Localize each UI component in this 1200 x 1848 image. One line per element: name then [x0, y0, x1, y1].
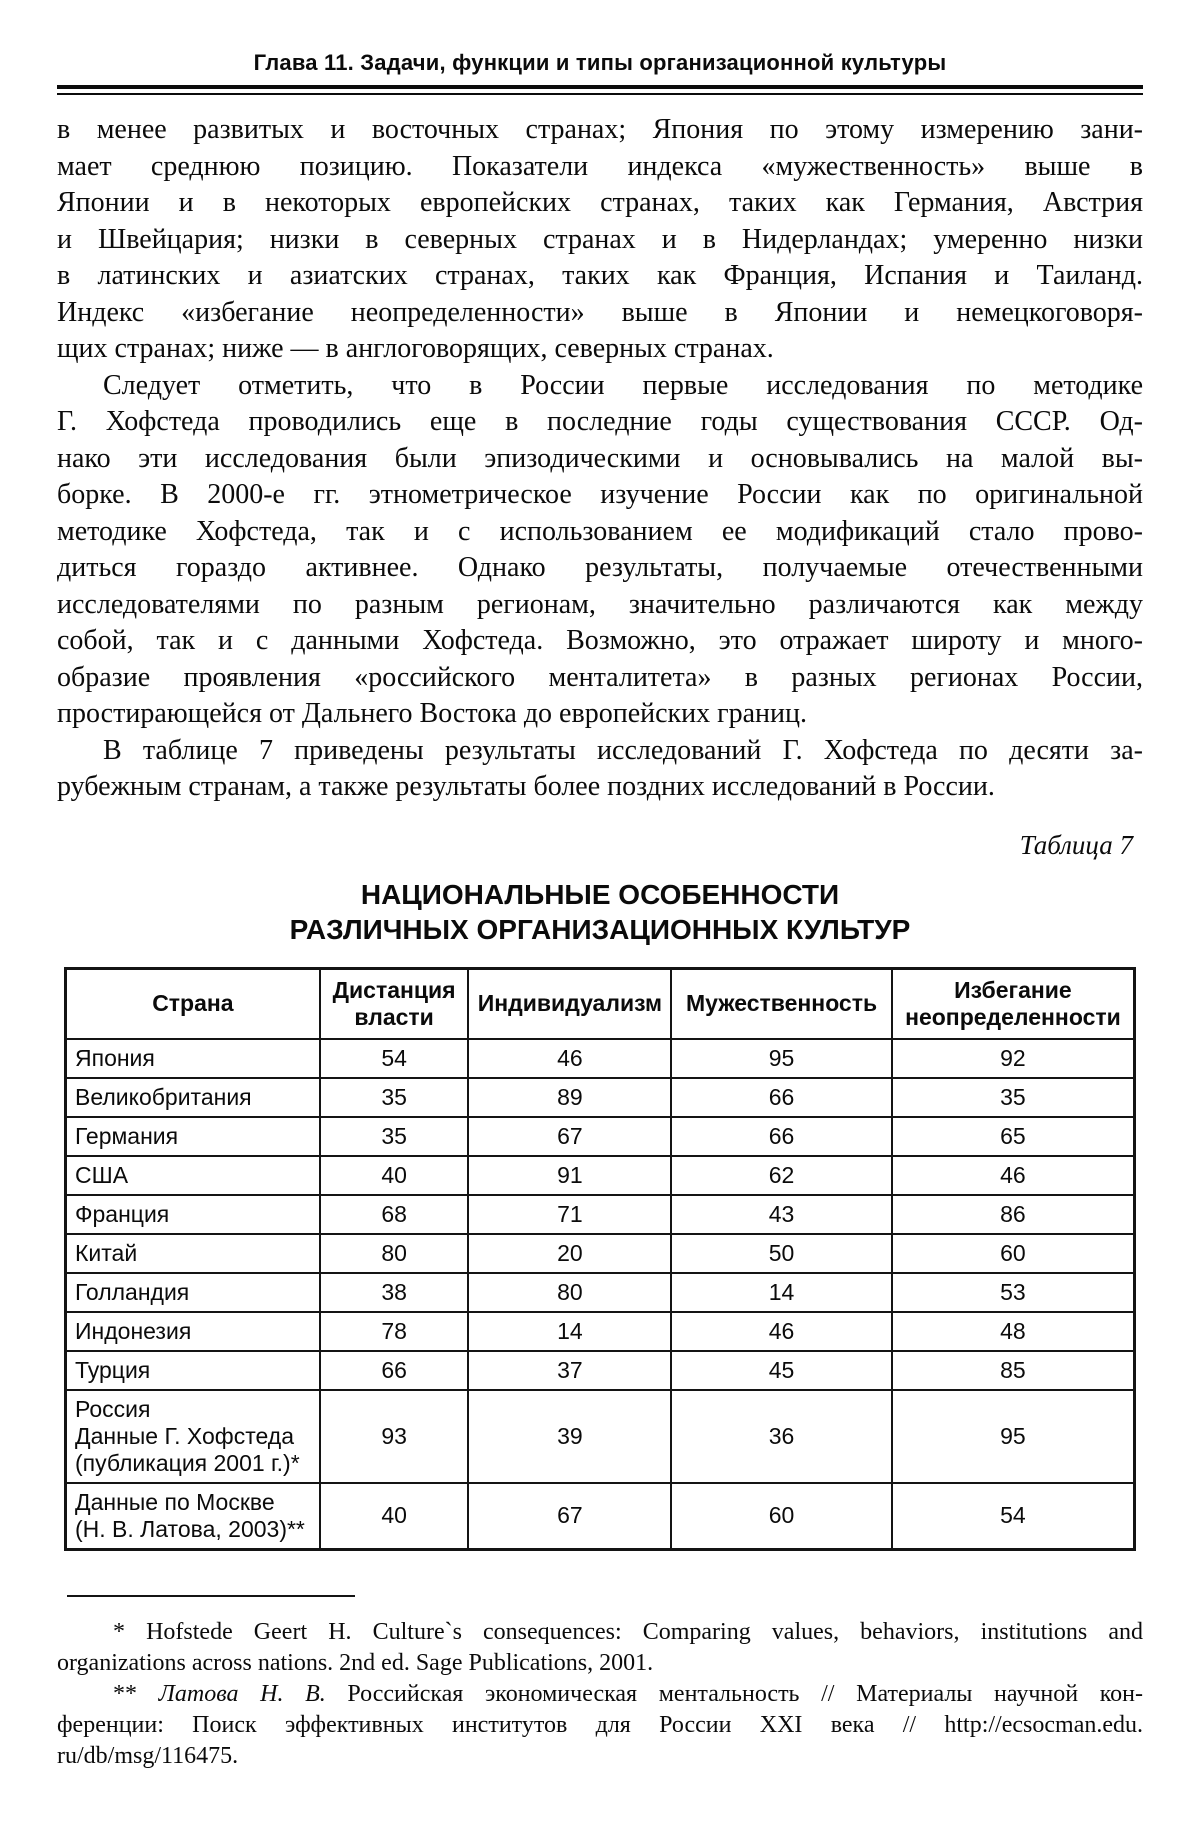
footnote-line — [57, 1710, 1143, 1741]
footnote-text: Российская экономическая ментальность // Материалы научной кон- — [325, 1680, 1143, 1707]
table-number-label: Таблица 7 — [1019, 829, 1133, 860]
text-line: в латинских и азиатских странах, таких как Франция, Испания и Таиланд. — [57, 260, 1143, 291]
text-line: мает среднюю позицию. Показатели индекса «мужественность» выше в — [57, 150, 1143, 182]
paragraph — [57, 112, 1143, 368]
footnote-author: Латова Н. В. — [158, 1680, 326, 1707]
value-cell: 50 — [671, 1234, 892, 1273]
country-cell-line: (публикация 2001 г.)* — [75, 1449, 300, 1476]
value-cell: 80 — [468, 1273, 671, 1312]
country-cell — [66, 1078, 320, 1117]
country-cell — [66, 1039, 320, 1078]
value-cell: 80 — [320, 1234, 469, 1273]
value-cell: 60 — [671, 1483, 892, 1550]
country-cell — [66, 1273, 320, 1312]
header-divider-rule — [57, 85, 1143, 95]
country-cell — [66, 1195, 320, 1234]
text-line: простирающейся от Дальнего Востока до европейских границ. — [57, 698, 807, 729]
value-cell: 46 — [671, 1312, 892, 1351]
footnote-text: ференции: Поиск эффективных институтов для России XXI века // http://ecsocman.edu. — [57, 1711, 1143, 1738]
value-cell: 14 — [468, 1312, 671, 1351]
table-header-row — [66, 968, 1135, 1039]
table-row — [66, 1312, 1135, 1351]
value-cell: 78 — [320, 1312, 469, 1351]
text-line: и Швейцария; низки в северных странах и в Нидерландах; умеренно низки — [57, 223, 1143, 255]
value-cell: 35 — [892, 1078, 1135, 1117]
value-cell: 85 — [892, 1351, 1135, 1390]
text-line: борке. В 2000-е гг. этнометрическое изучение России как по оригинальной — [57, 479, 1143, 510]
text-line: исследователями по разным регионам, значительно различаются как между — [57, 588, 1143, 620]
value-cell: 71 — [468, 1195, 671, 1234]
value-cell: 45 — [671, 1351, 892, 1390]
value-cell: 95 — [892, 1390, 1135, 1483]
text-line: образие проявления «российского менталитета» в разных регионах России, — [57, 661, 1143, 693]
table-row — [66, 1483, 1135, 1550]
value-cell: 48 — [892, 1312, 1135, 1351]
footnote-text: ** — [113, 1680, 159, 1707]
value-cell: 46 — [468, 1039, 671, 1078]
country-cell — [66, 1390, 320, 1483]
table-row — [66, 1039, 1135, 1078]
value-cell: 93 — [320, 1390, 469, 1483]
footnote-text: organizations across nations. 2nd ed. Sage Publications, 2001. — [57, 1649, 654, 1676]
text-line: рубежным странам, а также результаты более поздних исследований в России. — [57, 771, 995, 802]
country-cell-line: Германия — [75, 1122, 179, 1149]
country-cell-line: Данные Г. Хофстеда — [75, 1422, 294, 1449]
country-cell-line: Великобритания — [75, 1083, 252, 1110]
text-line: в менее развитых и восточных странах; Япония по этому измерению зани- — [57, 114, 1143, 145]
value-cell: 92 — [892, 1039, 1135, 1078]
value-cell: 62 — [671, 1156, 892, 1195]
footnote-line — [57, 1679, 1143, 1710]
text-line: Следует отметить, что в России первые исследования по методике — [103, 369, 1143, 401]
value-cell: 67 — [468, 1117, 671, 1156]
table-title — [57, 877, 1143, 947]
country-cell-line: Россия — [75, 1395, 151, 1422]
footnotes — [57, 1617, 1143, 1772]
paragraph — [57, 368, 1143, 733]
table-row — [66, 1273, 1135, 1312]
value-cell: 35 — [320, 1117, 469, 1156]
table-row — [66, 1156, 1135, 1195]
paragraph — [57, 733, 1143, 806]
footnote — [57, 1679, 1143, 1772]
value-cell: 66 — [320, 1351, 469, 1390]
table-title-line: РАЗЛИЧНЫХ ОРГАНИЗАЦИОННЫХ КУЛЬТУР — [289, 913, 911, 945]
table-row — [66, 1078, 1135, 1117]
text-line: Г. Хофстеда проводились еще в последние годы существования СССР. Од- — [57, 406, 1143, 437]
value-cell: 35 — [320, 1078, 469, 1117]
body-text — [57, 112, 1143, 806]
table-row — [66, 1117, 1135, 1156]
text-line: собой, так и с данными Хофстеда. Возможно, это отражает широту и много- — [57, 625, 1143, 656]
country-cell — [66, 1117, 320, 1156]
country-cell-line: (Н. В. Латова, 2003)** — [75, 1515, 305, 1542]
value-cell: 40 — [320, 1156, 469, 1195]
table-title-line: НАЦИОНАЛЬНЫЕ ОСОБЕННОСТИ — [360, 878, 840, 910]
value-cell: 38 — [320, 1273, 469, 1312]
country-cell — [66, 1156, 320, 1195]
value-cell: 89 — [468, 1078, 671, 1117]
country-cell-line: Франция — [75, 1200, 170, 1227]
text-line: методике Хофстеда, так и с использованием ее модификаций стало прово- — [57, 515, 1143, 547]
value-cell: 37 — [468, 1351, 671, 1390]
text-line: щих странах; ниже — в англоговорящих, северных странах. — [57, 333, 774, 364]
country-cell-line: Данные по Москве — [75, 1488, 275, 1515]
text-line: диться гораздо активнее. Однако результаты, получаемые отечественными — [57, 552, 1143, 583]
column-header: Страна — [66, 968, 320, 1039]
table-row — [66, 1195, 1135, 1234]
value-cell: 66 — [671, 1117, 892, 1156]
value-cell: 67 — [468, 1483, 671, 1550]
country-cell — [66, 1351, 320, 1390]
table-row — [66, 1351, 1135, 1390]
table-body — [66, 1039, 1135, 1550]
value-cell: 91 — [468, 1156, 671, 1195]
value-cell: 54 — [320, 1039, 469, 1078]
culture-dimensions-table — [64, 967, 1136, 1551]
value-cell: 86 — [892, 1195, 1135, 1234]
value-cell: 68 — [320, 1195, 469, 1234]
country-cell-line: Япония — [75, 1044, 155, 1071]
value-cell: 66 — [671, 1078, 892, 1117]
table-row — [66, 1234, 1135, 1273]
chapter-running-header: Глава 11. Задачи, функции и типы организационной культуры — [253, 50, 947, 75]
column-header: Избегание неопределенности — [892, 968, 1135, 1039]
country-cell — [66, 1312, 320, 1351]
value-cell: 20 — [468, 1234, 671, 1273]
value-cell: 36 — [671, 1390, 892, 1483]
value-cell: 53 — [892, 1273, 1135, 1312]
value-cell: 95 — [671, 1039, 892, 1078]
footnote-text: ru/db/msg/116475. — [57, 1742, 239, 1769]
value-cell: 65 — [892, 1117, 1135, 1156]
value-cell: 39 — [468, 1390, 671, 1483]
text-line: Японии и в некоторых европейских странах, таких как Германия, Австрия — [57, 187, 1143, 218]
footnote — [57, 1617, 1143, 1679]
text-line: В таблице 7 приведены результаты исследований Г. Хофстеда по десяти за- — [103, 734, 1143, 766]
footnote-line — [57, 1648, 1143, 1679]
footnote-text: * Hofstede Geert H. Culture`s consequences: Comparing values, behaviors, institutions and — [113, 1618, 1143, 1645]
value-cell: 14 — [671, 1273, 892, 1312]
country-cell-line: Голландия — [75, 1278, 190, 1305]
country-cell-line: Турция — [75, 1356, 151, 1383]
column-header: Индивидуализм — [468, 968, 671, 1039]
footnote-separator-rule — [67, 1595, 355, 1597]
country-cell — [66, 1234, 320, 1273]
footnote-line — [57, 1617, 1143, 1648]
value-cell: 46 — [892, 1156, 1135, 1195]
country-cell-line: Индонезия — [75, 1317, 192, 1344]
value-cell: 43 — [671, 1195, 892, 1234]
value-cell: 40 — [320, 1483, 469, 1550]
country-cell — [66, 1483, 320, 1550]
text-line: Индекс «избегание неопределенности» выше в Японии и немецкоговоря- — [57, 296, 1143, 328]
column-header: Дистанция власти — [320, 968, 469, 1039]
table-row — [66, 1390, 1135, 1483]
country-cell-line: Китай — [75, 1239, 138, 1266]
country-cell-line: США — [75, 1161, 129, 1188]
value-cell: 60 — [892, 1234, 1135, 1273]
footnote-line — [57, 1741, 1143, 1772]
text-line: нако эти исследования были эпизодическими и основывались на малой вы- — [57, 442, 1143, 474]
value-cell: 54 — [892, 1483, 1135, 1550]
column-header: Мужественность — [671, 968, 892, 1039]
